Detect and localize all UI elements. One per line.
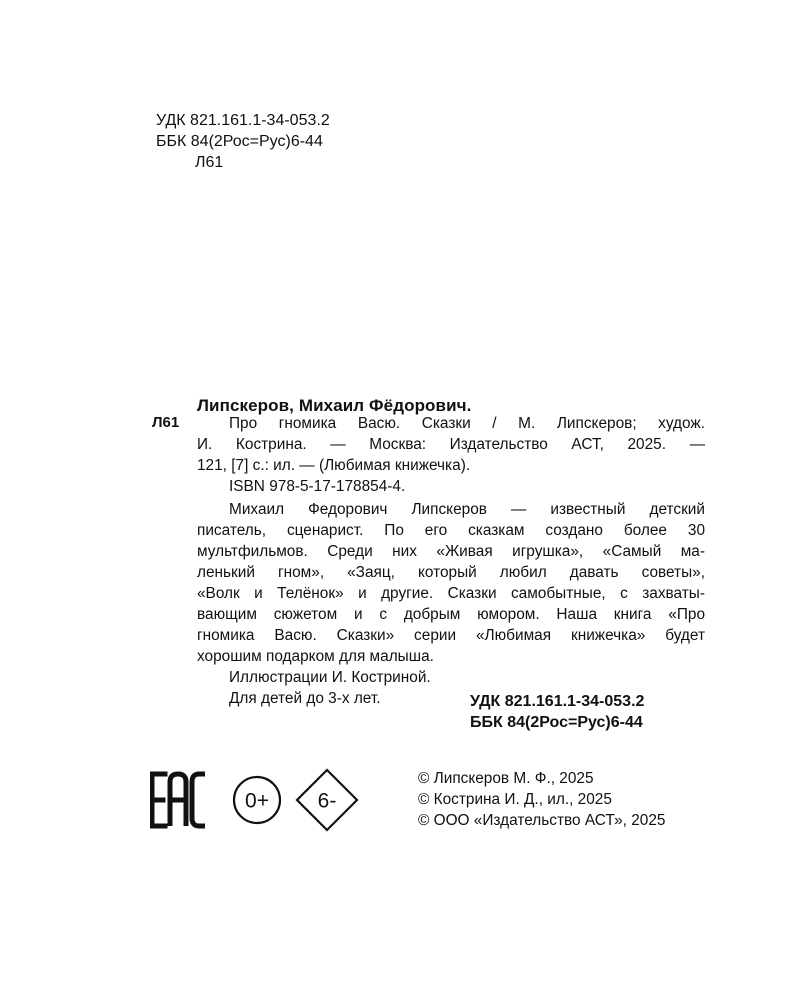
description-line: Про гномика Васю. Сказки / М. Липскеров; худож. bbox=[229, 415, 705, 432]
age-diamond-label: 6- bbox=[317, 789, 337, 813]
annotation-line: писатель, сценарист. По его сказкам создано более 30 bbox=[197, 522, 705, 539]
annotation-line: вающим сюжетом и с добрым юмором. Наша книга «Про bbox=[197, 606, 705, 623]
bbk-code: ББК 84(2Рос=Рус)6-44 bbox=[156, 133, 323, 150]
isbn: ISBN 978-5-17-178854-4. bbox=[229, 478, 406, 495]
age-circle-label: 0+ bbox=[245, 789, 269, 813]
copyright-line: © ООО «Издательство АСТ», 2025 bbox=[418, 812, 666, 829]
age-rating-circle bbox=[234, 777, 280, 823]
eac-mark-icon bbox=[152, 774, 205, 826]
annotation-line: хорошим подарком для малыша. bbox=[197, 648, 434, 665]
copyright-line: © Кострина И. Д., ил., 2025 bbox=[418, 791, 612, 808]
bbk-code-bottom: ББК 84(2Рос=Рус)6-44 bbox=[470, 714, 643, 731]
bibliographic-description bbox=[197, 413, 705, 476]
classification-block-top bbox=[156, 110, 330, 173]
description-line: И. Кострина. — Москва: Издательство АСТ, 2025. — bbox=[197, 436, 705, 453]
annotation bbox=[197, 499, 705, 709]
certification-marks bbox=[150, 768, 360, 832]
udk-code-bottom: УДК 821.161.1-34-053.2 bbox=[470, 693, 645, 710]
annotation-line: «Волк и Телёнок» и другие. Сказки самобытные, с захваты- bbox=[197, 585, 705, 602]
annotation-line: Михаил Федорович Липскеров — известный детский bbox=[229, 501, 705, 518]
udk-code: УДК 821.161.1-34-053.2 bbox=[156, 112, 330, 129]
classification-block-bottom bbox=[470, 691, 644, 733]
annotation-line: мультфильмов. Среди них «Живая игрушка», «Самый ма- bbox=[197, 543, 705, 560]
copyright-line: © Липскеров М. Ф., 2025 bbox=[418, 770, 594, 787]
copyright-block bbox=[418, 768, 665, 831]
author-mark: Л61 bbox=[152, 414, 180, 431]
illustrations-note: Иллюстрации И. Костриной. bbox=[229, 669, 431, 686]
description-line: 121, [7] с.: ил. — (Любимая книжечка). bbox=[197, 457, 471, 474]
annotation-line: ленький гном», «Заяц, который любил давать советы», bbox=[197, 564, 705, 581]
author-heading: Липскеров, Михаил Фёдорович. bbox=[197, 396, 472, 415]
age-note: Для детей до 3-х лет. bbox=[229, 690, 381, 707]
author-mark-top: Л61 bbox=[195, 154, 224, 171]
annotation-line: гномика Васю. Сказки» серии «Любимая книжечка» будет bbox=[197, 627, 705, 644]
age-rating-diamond bbox=[297, 770, 357, 830]
